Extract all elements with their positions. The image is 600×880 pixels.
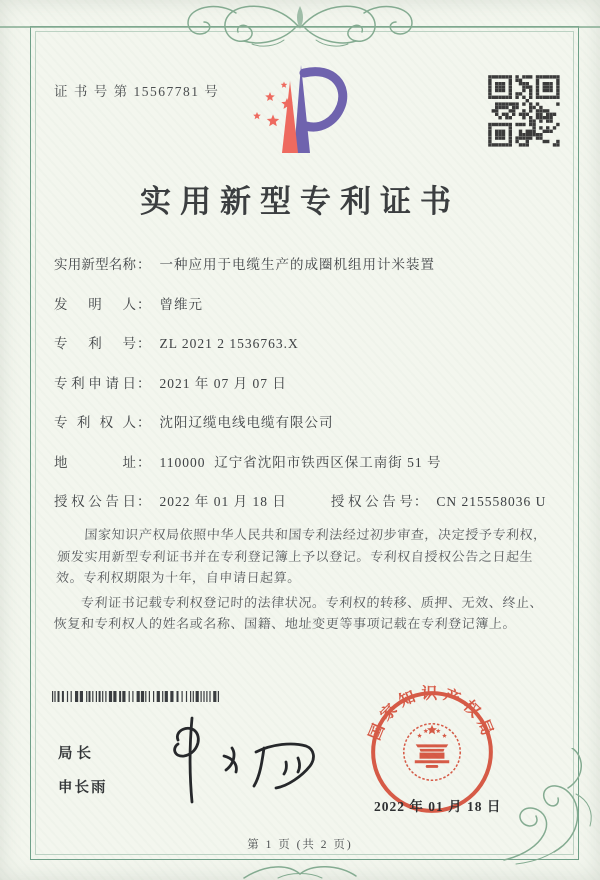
signer-block [58,742,108,797]
seal-date: 2022 年 01 月 18 日 [374,799,502,814]
field-label: 授权公告日 [54,494,136,509]
field-label: 地址 [54,454,136,470]
field-row-patentee: 专利权人： 沈阳辽缆电线电缆有限公司 [54,415,334,430]
field-value: 沈阳辽缆电线电缆有限公司 [159,415,334,430]
cnipa-logo-icon [240,60,360,162]
field-row-grant: 授权公告日： 2022 年 01 月 18 日 授权公告号： CN 215558036 U [54,494,547,509]
qr-code-icon [487,74,561,148]
signer-name: 申长雨 [58,780,108,796]
field-row-address: 地址： 110000 辽宁省沈阳市铁西区保工南街 51 号 [54,454,442,470]
field-value: 一种应用于电缆生产的成圈机组用计米装置 [159,257,435,272]
bottom-flourish-ornament-icon [238,862,362,880]
svg-text:国家知识产权局 [365,685,498,743]
legal-paragraph-2: 专利证书记载专利权登记时的法律状况。专利权的转移、质押、无效、终止、恢复和专利权人的姓名或名称、国籍、地址变更等事项记载在专利登记簿上。 [53,594,544,631]
certificate-number: 证 书 号 第 15567781 号 [54,84,220,99]
signer-title: 局长 [58,746,95,762]
field-value: 2022 年 01 月 18 日 [159,494,287,509]
legal-paragraph-1: 国家知识产权局依照中华人民共和国专利法经过初步审查，决定授予专利权，颁发实用新型专利证书并在专利登记簿上予以登记。专利权自授权公告之日起生效。专利权期限为十年，自申请日起算。 [55,527,548,585]
field-label: 实用新型名称 [54,257,136,272]
field-label: 专利权人 [54,415,136,430]
certificate-fields [54,256,564,533]
field-row-patent-number: 专利号： ZL 2021 2 1536763.X [54,336,299,351]
top-flourish-ornament-icon [0,0,600,50]
field-label: 专利申请日 [54,375,136,391]
page-footer: 第 1 页 (共 2 页) [247,839,353,851]
national-emblem-icon [404,724,460,780]
field-row-inventor: 发明人： 曾维元 [54,296,203,312]
legal-text-block [53,524,557,638]
seal-arc-text: 国家知识产权局 [366,685,498,743]
field-label: 授权公告号 [330,494,413,509]
certificate-title: 实用新型专利证书 [140,184,460,219]
field-row-invention-name: 实用新型名称： 一种应用于电缆生产的成圈机组用计米装置 [54,257,435,272]
director-signature-icon [140,710,340,810]
field-row-filing-date: 专利申请日： 2021 年 07 月 07 日 [54,375,287,391]
field-value: 曾维元 [159,296,203,312]
barcode-icon [52,691,222,702]
field-value: ZL 2021 2 1536763.X [159,336,299,351]
field-label: 专利号 [54,336,136,351]
field-label: 发明人 [54,296,136,312]
field-value: CN 215558036 U [436,494,547,509]
field-value: 110000 辽宁省沈阳市铁西区保工南街 51 号 [159,454,442,470]
field-value: 2021 年 07 月 07 日 [159,375,287,391]
